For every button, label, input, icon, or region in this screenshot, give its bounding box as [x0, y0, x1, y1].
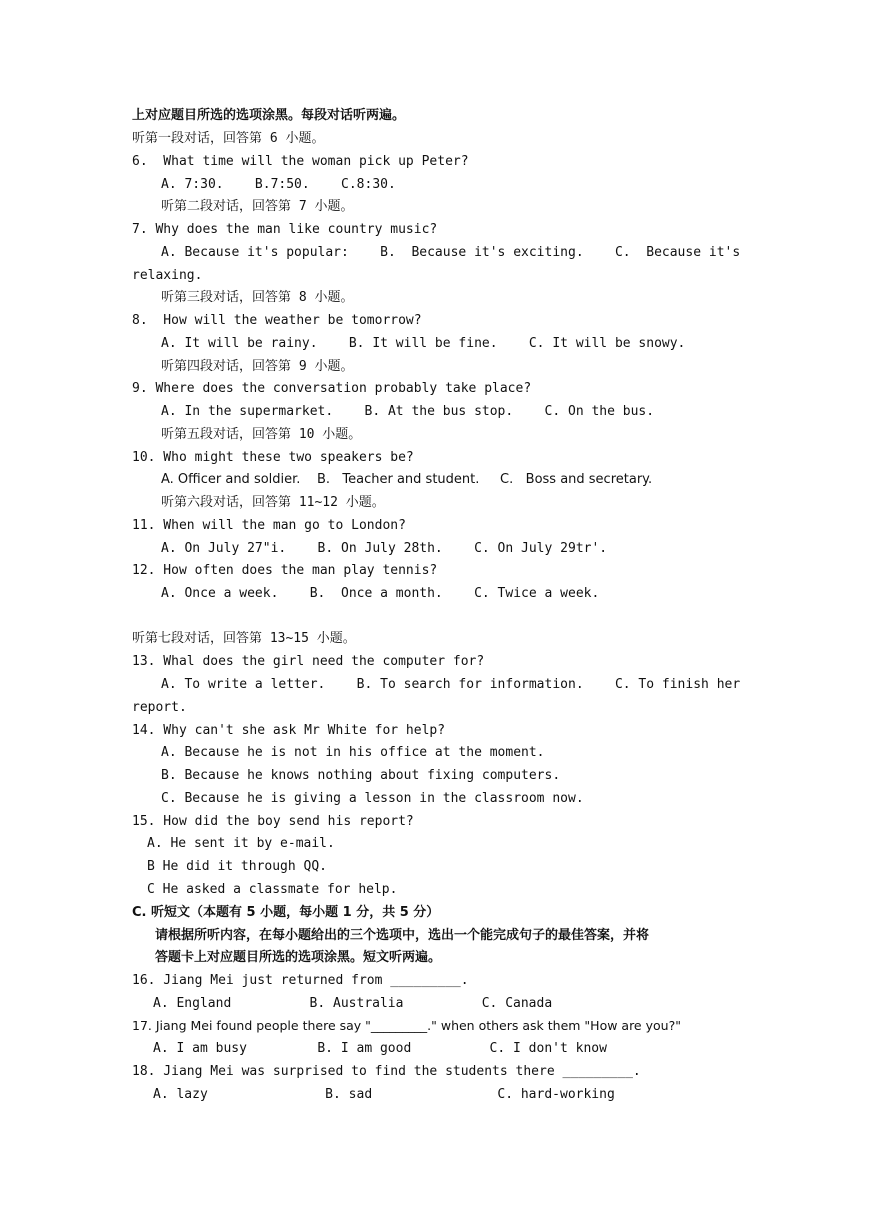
question-8: 8. How will the weather be tomorrow?: [132, 313, 422, 328]
question-18-options: A. lazy B. sad C. hard-working: [153, 1087, 615, 1102]
section-4-heading: 听第四段对话，回答第 9 小题。: [161, 359, 354, 374]
question-10: 10. Who might these two speakers be?: [132, 450, 414, 465]
question-13-options-continued: report.: [132, 700, 187, 715]
question-12: 12. How often does the man play tennis?: [132, 563, 438, 578]
section-2-heading: 听第二段对话，回答第 7 小题。: [161, 199, 354, 214]
question-9-options: A. In the supermarket. B. At the bus stop. C. On the bus.: [161, 404, 655, 419]
section-1-heading: 听第一段对话，回答第 6 小题。: [132, 131, 325, 146]
question-12-options: A. Once a week. B. Once a month. C. Twice a week.: [161, 586, 600, 601]
question-9: 9. Where does the conversation probably take place?: [132, 381, 532, 396]
question-10-options: A. Officer and soldier. B. Teacher and student. C. Boss and secretary.: [161, 472, 653, 487]
question-14-option-a: A. Because he is not in his office at the moment.: [161, 745, 545, 760]
question-11: 11. When will the man go to London?: [132, 518, 406, 533]
question-18: 18. Jiang Mei was surprised to find the students there _________.: [132, 1064, 641, 1079]
section-c-instruction-2: 答题卡上对应题目所选的选项涂黑。短文听两遍。: [155, 950, 442, 965]
question-14: 14. Why can't she ask Mr White for help?: [132, 723, 446, 738]
question-17: 17. Jiang Mei found people there say "_________." when others ask them "How are you?": [132, 1018, 681, 1033]
section-3-heading: 听第三段对话，回答第 8 小题。: [161, 290, 354, 305]
question-15-option-b: B He did it through QQ.: [147, 859, 328, 874]
section-6-heading: 听第六段对话，回答第 11~12 小题。: [161, 495, 385, 510]
question-15: 15. How did the boy send his report?: [132, 814, 414, 829]
question-6-options: A. 7:30. B.7:50. C.8:30.: [161, 177, 396, 192]
question-14-option-c: C. Because he is giving a lesson in the classroom now.: [161, 791, 584, 806]
question-16: 16. Jiang Mei just returned from _________.: [132, 973, 469, 988]
question-8-options: A. It will be rainy. B. It will be fine. C. It will be snowy.: [161, 336, 686, 351]
question-7: 7. Why does the man like country music?: [132, 222, 438, 237]
question-15-option-a: A. He sent it by e-mail.: [147, 836, 335, 851]
question-13: 13. Whal does the girl need the computer for?: [132, 654, 485, 669]
section-7-heading: 听第七段对话，回答第 13~15 小题。: [132, 631, 356, 646]
question-7-options: A. Because it's popular: B. Because it's exciting. C. Because it's: [161, 245, 741, 260]
section-c-title: C. 听短文（本题有 5 小题，每小题 1 分，共 5 分）: [132, 905, 440, 920]
question-6: 6. What time will the woman pick up Peter?: [132, 154, 469, 169]
question-17-options: A. I am busy B. I am good C. I don't know: [153, 1041, 607, 1056]
section-c-instruction-1: 请根据所听内容，在每小题给出的三个选项中，选出一个能完成句子的最佳答案，并将: [155, 928, 650, 943]
question-13-options: A. To write a letter. B. To search for information. C. To finish her: [161, 677, 741, 692]
question-16-options: A. England B. Australia C. Canada: [153, 996, 553, 1011]
question-14-option-b: B. Because he knows nothing about fixing computers.: [161, 768, 561, 783]
instruction-top: 上对应题目所选的选项涂黑。每段对话听两遍。: [132, 108, 406, 123]
section-5-heading: 听第五段对话，回答第 10 小题。: [161, 427, 362, 442]
question-15-option-c: C He asked a classmate for help.: [147, 882, 398, 897]
question-7-options-continued: relaxing.: [132, 268, 203, 283]
question-11-options: A. On July 27"i. B. On July 28th. C. On July 29tr'.: [161, 541, 608, 556]
